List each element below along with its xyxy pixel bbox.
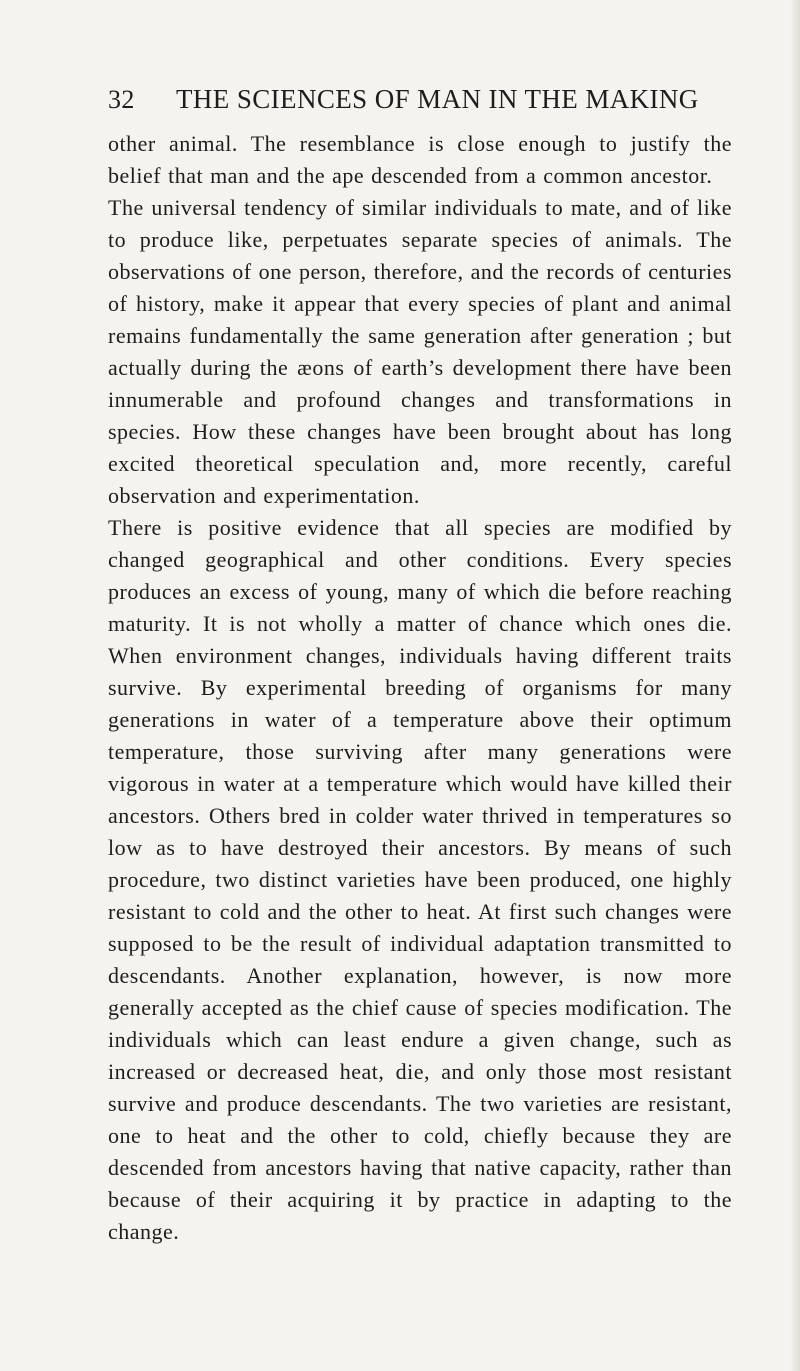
paragraph-continuation: other animal. The resemblance is close enough to justify the belief that man and the ape descended from a common ancestor. bbox=[108, 131, 732, 188]
running-head bbox=[108, 84, 728, 120]
paragraph-evidence-modification: There is positive evidence that all species are modified by changed geographical and other conditions. Every species produces an excess of young, many of which die before reaching maturity. It is not wholly a matter of chance which ones die. When environment changes, individuals having different traits survive. By experimental breeding of organisms for many generations in water of a temperature above their optimum temperature, those surviving after many generations were vigorous in water at a temperature which would have killed their ancestors. Others bred in colder water thrived in temperatures so low as to have destroyed their ancestors. By means of such procedure, two distinct varieties have been produced, one highly resistant to cold and the other to heat. At first such changes were supposed to be the result of individual adaptation transmitted to descendants. Another explanation, however, is now more generally accepted as the chief cause of species modification. The individuals which can least endure a given change, such as increased or decreased heat, die, and only those most resistant survive and produce descendants. The two varieties are resistant, one to heat and the other to cold, chiefly because they are descended from ancestors having that native capacity, rather than because of their acquiring it by practice in adapting to the change. bbox=[108, 515, 732, 1244]
running-title: THE SCIENCES OF MAN IN THE MAKING bbox=[176, 84, 699, 114]
paragraph-species-changes: The universal tendency of similar individuals to mate, and of like to produce like, perpetuates separate species of animals. The observations of one person, therefore, and the records of centuries of history, make it appear that every species of plant and animal remains fundamentally the same generation after generation ; but actually during the æons of earth’s development there have been innumerable and profound changes and transformations in species. How these changes have been brought about has long excited theoretical speculation and, more recently, careful observation and experimentation. bbox=[108, 195, 732, 508]
page-number: 32 bbox=[108, 85, 135, 114]
page-edge-shadow bbox=[790, 0, 800, 1371]
body-text bbox=[108, 128, 732, 1248]
